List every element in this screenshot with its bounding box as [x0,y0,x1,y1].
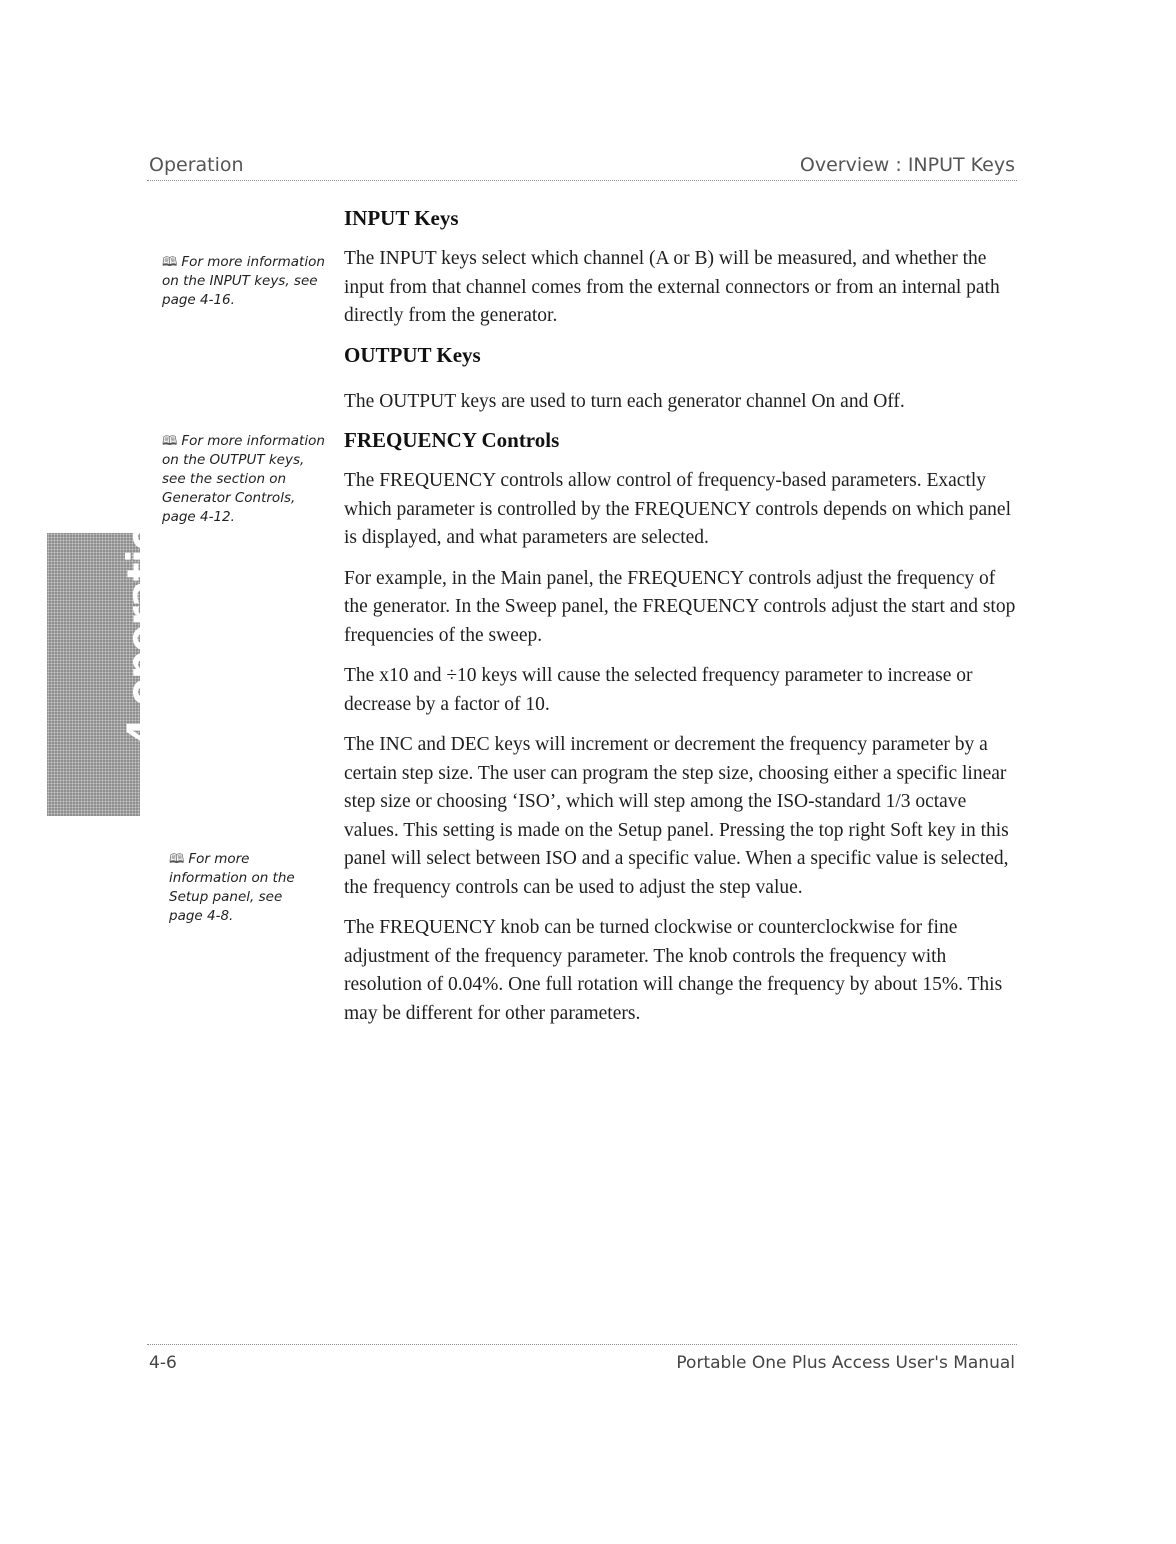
header-section-title: Operation [149,154,244,176]
heading-frequency-controls: FREQUENCY Controls [344,428,560,452]
frequency-paragraph-3: The x10 and ÷10 keys will cause the selected frequency parameter to increase or decrease by a factor of 10. [344,665,973,715]
chapter-tab-label: 4 operation [120,496,165,745]
margin-note-input [162,253,330,310]
header-topic-title: Overview : INPUT Keys [799,154,1015,176]
book-icon: 🕮 [162,434,178,449]
frequency-paragraph-2: For example, in the Main panel, the FREQUENCY controls adjust the frequency of the generator. In the Sweep panel, the FREQUENCY controls adjust the start and stop frequencies of the sweep. [344,567,1016,646]
book-icon: 🕮 [162,255,178,270]
frequency-paragraph-1: The FREQUENCY controls allow control of frequency-based parameters. Exactly which parameter is controlled by the FREQUENCY controls depends on which panel is displayed, and what parameters are selected. [344,470,1011,548]
margin-note-output-text: For more information on the OUTPUT keys, see the section on Generator Controls, page 4-12. [162,433,325,525]
frequency-paragraph-4: The INC and DEC keys will increment or decrement the frequency parameter by a certain step size. The user can program the step size, choosing either a specific linear step size or choosing ‘ISO’, which will step among the ISO-standard 1/3 octave values. This setting is made on the Setup panel. Pressing the top right Soft key in this panel will select between ISO and a specific value. When a specific value is selected, the frequency controls can be used to adjust the step value. [344,734,1009,898]
input-keys-paragraph: The INPUT keys select which channel (A or B) will be measured, and whether the input from that channel comes from the external connectors or from an internal path directly from the generator. [344,248,1000,326]
page-number: 4-6 [149,1353,177,1373]
running-header [147,152,1017,181]
margin-note-output [162,432,330,527]
book-icon: 🕮 [169,852,185,867]
main-content [344,206,1016,1028]
heading-output-keys: OUTPUT Keys [344,342,481,367]
margin-note-setup [169,850,297,926]
margin-note-input-text: For more information on the INPUT keys, see page 4-16. [162,254,325,308]
running-footer [147,1344,1017,1373]
manual-title: Portable One Plus Access User's Manual [676,1353,1015,1373]
margin-note-setup-text: For more information on the Setup panel, see page 4-8. [169,851,295,924]
heading-input-keys: INPUT Keys [344,206,459,230]
frequency-paragraph-5: The FREQUENCY knob can be turned clockwise or counterclockwise for fine adjustment of the frequency parameter. The knob controls the frequency with resolution of 0.04%. One full rotation will change the frequency by about 15%. This may be different for other parameters. [344,917,1003,1024]
output-keys-paragraph: The OUTPUT keys are used to turn each generator channel On and Off. [344,390,905,412]
